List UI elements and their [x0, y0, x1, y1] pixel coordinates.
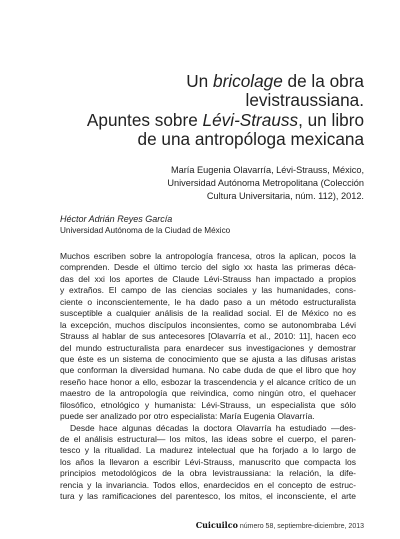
title-line-prefix: Apuntes sobre [86, 109, 203, 130]
title-line: de una antropóloga mexicana [137, 129, 364, 150]
title-italic-levi-strauss: Lévi-Strauss [202, 109, 299, 130]
body-line: filosófico, etnológico y humanista: Lévi-Strauss, un especialista que sólo [60, 399, 356, 410]
body-text [60, 251, 356, 503]
title-line-rest: de la obra [282, 70, 364, 91]
body-line: que conforman la diversidad humana. No cabe duda de que el libro que hoy [60, 365, 356, 376]
journal-logo: Cuicuilco [195, 520, 238, 530]
author-name: Héctor Adrián Reyes García [60, 214, 173, 224]
body-line: das del xxi los aportes de Claude Lévi-Strauss han impactado a propios [60, 273, 356, 284]
body-line: ciente o inconscientemente, le ha dado paso a un método estructuralista [60, 296, 356, 307]
body-line: tesco y la ritualidad. La madurez intelectual que ha forjado a lo largo de [60, 445, 356, 456]
body-line: principios metodológicos de la obra levistraussiana: la relación, la dife- [60, 468, 356, 479]
body-line: los años la llevaron a escribir Lévi-Strauss, manuscrito que compacta los [60, 456, 356, 467]
title-line: Un bricolage de la obra [186, 70, 364, 91]
book-reference [120, 164, 364, 203]
reference-line: María Eugenia Olavarría, Lévi-Strauss, México, [170, 165, 364, 175]
body-line: comprenden. Desde el último tercio del siglo xx hasta las primeras déca- [60, 262, 356, 273]
body-line: Strauss al hablar de sus antecesores [Olavarría et al., 2010: 11], hacen eco [60, 331, 356, 342]
body-line: rencia y la invariancia. Todos ellos, enardecidos en el concepto de estruc- [60, 479, 356, 490]
body-line: susceptible a cualquier análisis de la realidad social. El de México no es [60, 308, 356, 319]
title-line: levistraussiana. [245, 90, 364, 111]
page-footer [120, 520, 364, 530]
body-line: tura y las ramificaciones del parentesco, los mitos, el inconsciente, el arte [60, 491, 356, 502]
body-line: puede ser analizado por otro especialista: María Eugenia Olavarría. [60, 411, 315, 422]
title-italic-bricolage: bricolage [213, 70, 283, 91]
body-line: maestro de la antropología que reivindica, como ningún otro, el quehacer [60, 388, 356, 399]
body-line: de el análisis estructural— los mitos, las ideas sobre el cuerpo, el paren- [60, 434, 356, 444]
body-line: que éste es un sistema de conocimiento que se ajusta a las difusas aristas [60, 353, 356, 364]
body-line: Muchos escriben sobre la antropología francesa, otros la aplican, pocos la [60, 251, 356, 261]
body-line: del mundo estructuralista para enardecer sus investigaciones y demostrar [60, 342, 356, 353]
reference-line: Universidad Autónoma Metropolitana (Colección [167, 178, 364, 188]
article-title [60, 72, 364, 150]
body-line: Desde hace algunas décadas la doctora Olavarría ha estudiado —des- [70, 422, 356, 433]
body-line: y extraños. El campo de las ciencias sociales y las humanidades, cons- [60, 285, 356, 296]
title-line [60, 111, 364, 131]
body-line: reseño hace honor a ello, esbozar la trascendencia y el alcance crítico de un [60, 376, 356, 387]
body-line: la excepción, muchos discípulos inconsientes, como se autonombraba Lévi [60, 319, 356, 330]
author-affiliation: Universidad Autónoma de la Ciudad de México [60, 226, 231, 235]
title-line-suffix: , un libro [298, 109, 364, 130]
reference-line: Cultura Universitaria, núm. 112), 2012. [206, 191, 364, 201]
issue-info: número 58, septiembre-diciembre, 2013 [239, 523, 364, 530]
